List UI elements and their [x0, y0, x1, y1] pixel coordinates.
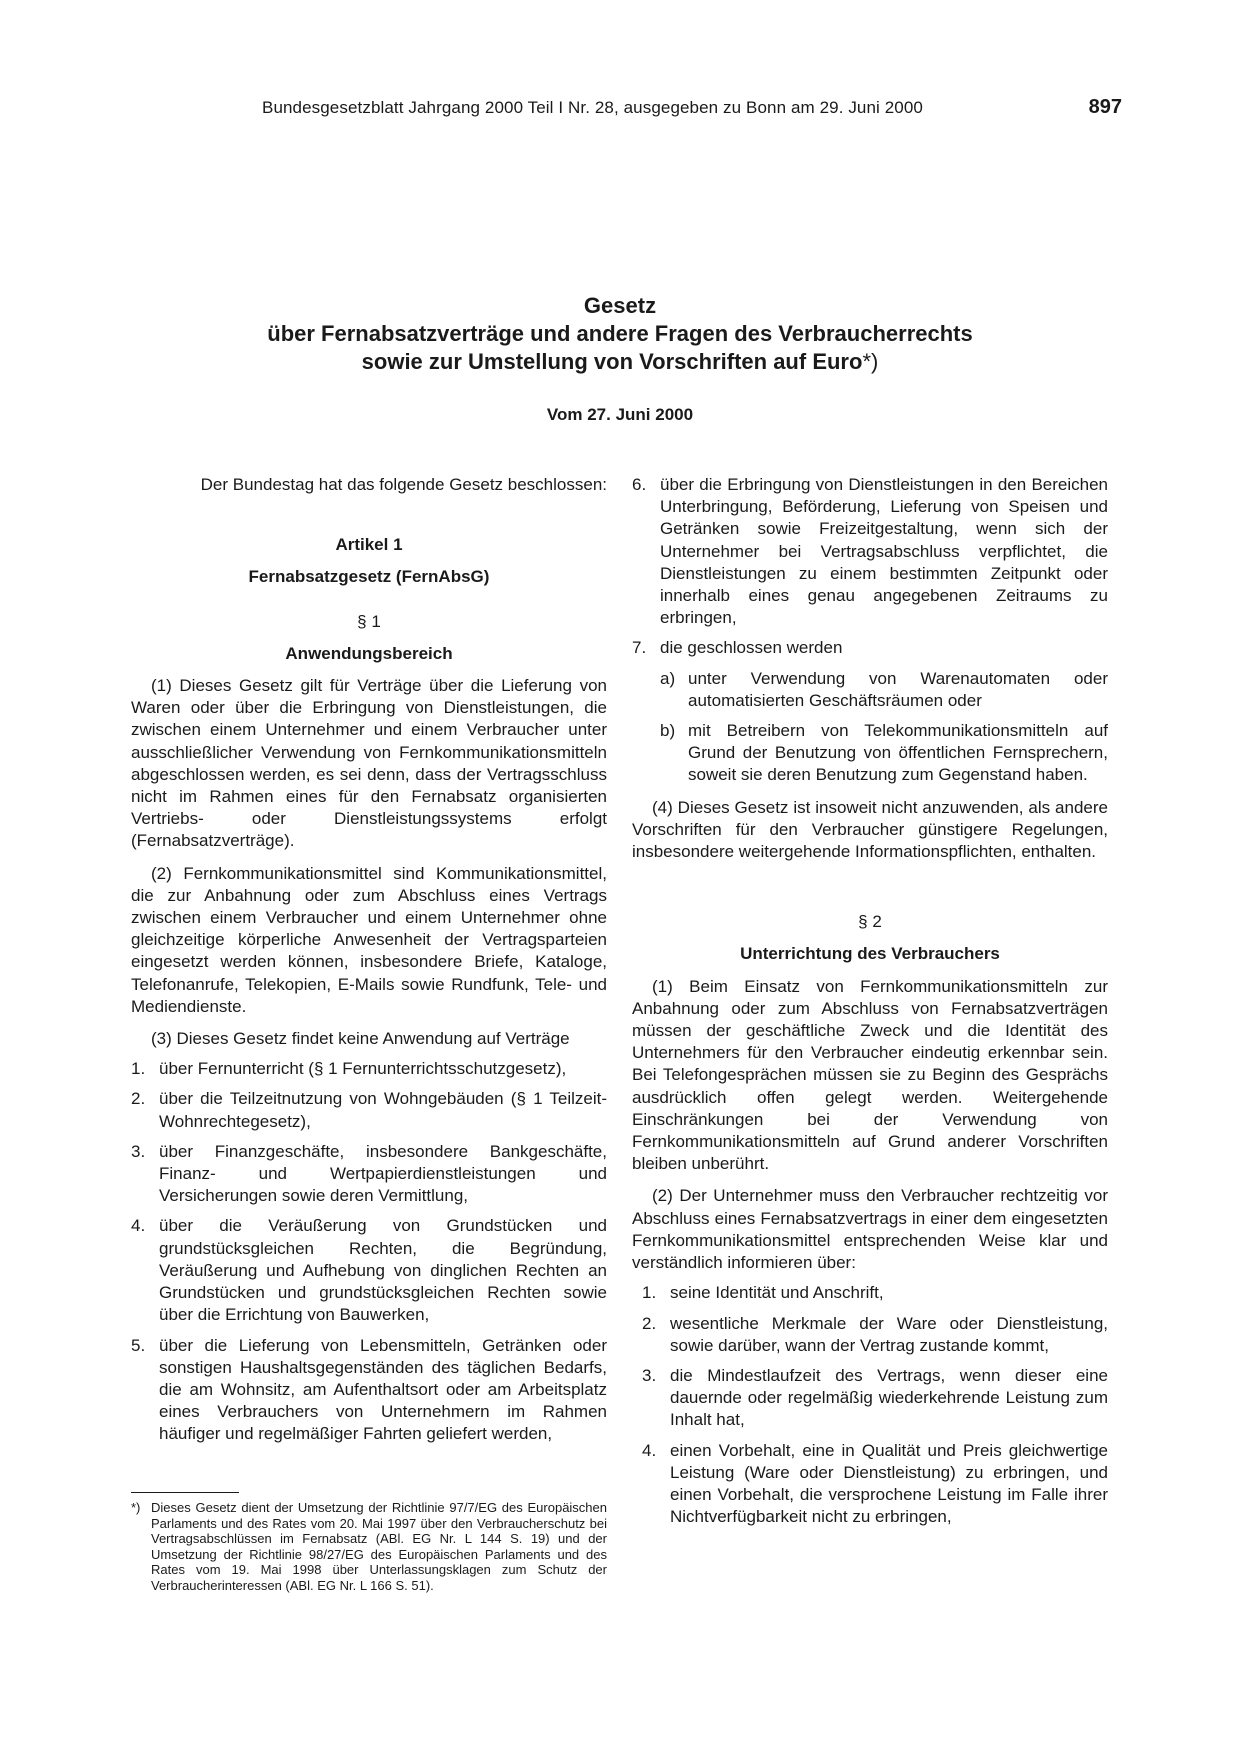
list-item-number: 4. [131, 1216, 146, 1236]
list-item [642, 1313, 1108, 1357]
title-line-1: Gesetz [583, 293, 657, 318]
section-1-paragraph-4: (4) Dieses Gesetz ist insoweit nicht anzuwenden, als andere Vorschriften für den Verbraucher günstigere Regelungen, insbesondere weitergehende Informationspflichten, enthalten. [632, 797, 1108, 862]
list-item-number: 1. [642, 1283, 657, 1303]
list-item-text: die Mindestlaufzeit des Vertrags, wenn dieser eine dauernde oder regelmäßig wiederkehrende Leistung zum Inhalt hat, [670, 1365, 1108, 1430]
section-2-paragraph-1: (1) Beim Einsatz von Fernkommunikationsmitteln zur Anbahnung oder zum Abschluss von Fernabsatzverträgen müssen der geschäftliche Zweck und die Identität des Unternehmers für den Verbraucher eindeutig erkennbar sein. Bei Telefongesprächen müssen sie zu Beginn des Gesprächs ausdrücklich offen gelegt werden. Weitergehende Einschränkungen bei der Verwendung von Fernkommunikationsmitteln auf Grund anderer Vorschriften bleiben unberührt. [632, 976, 1108, 1174]
list-item-text: über die Lieferung von Lebensmitteln, Getränken oder sonstigen Haushaltsgegenständen des täglichen Bedarfs, die am Wohnsitz, am Aufenthaltsort oder am Arbeitsplatz eines Verbrauchers von Unternehmern im Rahmen häufiger und regelmäßiger Fahrten geliefert werden, [159, 1335, 607, 1444]
list-item-text: über Finanzgeschäfte, insbesondere Bankgeschäfte, Finanz- und Wertpapierdienstleistungen und Versicherungen sowie deren Vermittlung, [159, 1141, 607, 1206]
running-title: Bundesgesetzblatt Jahrgang 2000 Teil I Nr. 28, ausgegeben zu Bonn am 29. Juni 2000 [262, 98, 923, 117]
title-footnote-mark: *) [862, 349, 879, 374]
list-item [131, 1058, 607, 1080]
footnote-text: Dieses Gesetz dient der Umsetzung der Richtlinie 97/7/EG des Europäischen Parlaments und des Rates vom 20. Mai 1997 über den Verbraucherschutz bei Vertragsabschlüssen im Fernabsatz (ABl. EG Nr. L 144 S. 19) und der Umsetzung der Richtlinie 98/27/EG des Europäischen Parlaments und des Rates vom 19. Mai 1998 über Unterlassungsklagen zum Schutz der Verbraucherinteressen (ABl. EG Nr. L 166 S. 51). [151, 1500, 607, 1593]
list-item-number: 7. [632, 638, 647, 658]
section-2-paragraph-2: (2) Der Unternehmer muss den Verbraucher rechtzeitig vor Abschluss eines Fernabsatzvertrags in einer dem eingesetzten Fernkommunikationsmittel entsprechenden Weise klar und verständlich informieren über: [632, 1186, 1108, 1273]
footnote-mark: *) [131, 1500, 141, 1515]
list-item-number: 3. [131, 1141, 146, 1161]
list-item [131, 1215, 607, 1326]
list-item [131, 1335, 607, 1446]
sub-list-item-letter: a) [660, 668, 676, 688]
section-2-number: § 2 [858, 912, 882, 932]
list-item [632, 474, 1108, 629]
section-1-paragraph-1: (1) Dieses Gesetz gilt für Verträge über die Lieferung von Waren oder über die Erbringung von Dienstleistungen, die zwischen einem Unternehmer und einem Verbraucher unter ausschließlicher Verwendung von Fernkommunikationsmitteln abgeschlossen werden, es sei denn, dass der Vertragsschluss nicht im Rahmen eines für den Fernabsatz organisierten Vertriebs- oder Dienstleistungssystems erfolgt (Fernabsatzverträge). [131, 676, 607, 851]
list-item-text: über Fernunterricht (§ 1 Fernunterrichtsschutzgesetz), [159, 1059, 567, 1079]
list-item-number: 4. [642, 1440, 657, 1460]
section-1-number: § 1 [357, 611, 381, 631]
law-date: Vom 27. Juni 2000 [546, 405, 694, 424]
page-number: 897 [1088, 96, 1122, 118]
section-2-title: Unterrichtung des Verbrauchers [740, 944, 1000, 964]
left-column [131, 474, 607, 1446]
page-header [262, 98, 1122, 124]
section-1-paragraph-3: (3) Dieses Gesetz findet keine Anwendung auf Verträge [151, 1029, 570, 1049]
list-item [642, 1440, 1108, 1529]
title-line-2: über Fernabsatzverträge und andere Fragen des Verbraucherrechts [267, 321, 973, 346]
title-line-3 [150, 348, 1090, 376]
sub-list-item [660, 668, 1108, 712]
right-column [632, 474, 1108, 1528]
list-item-text: wesentliche Merkmale der Ware oder Dienstleistung, sowie darüber, wann der Vertrag zustande kommt, [670, 1313, 1108, 1355]
section-1-paragraph-2: (2) Fernkommunikationsmittel sind Kommunikationsmittel, die zur Anbahnung oder zum Abschluss eines Vertrags zwischen einem Verbraucher und einem Unternehmer ohne gleichzeitige körperliche Anwesenheit der Vertragsparteien eingesetzt werden können, insbesondere Briefe, Kataloge, Telefonanrufe, Telekopien, E-Mails sowie Rundfunk, Tele- und Mediendienste. [131, 863, 607, 1016]
list-item [131, 1141, 607, 1208]
list-item-text: über die Veräußerung von Grundstücken und grundstücksgleichen Rechten, die Begründung, Veräußerung und Aufhebung von dinglichen Rechten an Grundstücken und grundstücksgleichen Rechten sowie über die Errichtung von Bauwerken, [159, 1216, 607, 1325]
sub-list-item-text: mit Betreibern von Telekommunikationsmitteln auf Grund der Benutzung von öffentlichen Fernsprechern, soweit sie deren Benutzung zum Gegenstand haben. [688, 721, 1108, 785]
list-item-text: seine Identität und Anschrift, [670, 1283, 884, 1303]
list-item-number: 3. [642, 1365, 657, 1385]
enactment-formula: Der Bundestag hat das folgende Gesetz beschlossen: [200, 475, 607, 494]
list-item-number: 2. [131, 1089, 146, 1109]
list-item-text: über die Erbringung von Dienstleistungen in den Bereichen Unterbringung, Beförderung, Lieferung von Speisen und Getränken sowie Freizeitgestaltung, wenn sich der Unternehmer bei Vertragsabschluss verpflichtet, die Dienstleistungen zu einem bestimmten Zeitpunkt oder innerhalb eines genau angegebenen Zeitraums zu erbringen, [660, 475, 1108, 628]
article-heading: Artikel 1 [335, 535, 403, 555]
list-item-number: 6. [632, 475, 647, 494]
list-item-number: 5. [131, 1335, 146, 1355]
article-title: Fernabsatzgesetz (FernAbsG) [248, 567, 490, 587]
list-item [131, 1088, 607, 1132]
list-item [632, 637, 1108, 659]
footnote-divider [131, 1492, 239, 1493]
list-item-number: 2. [642, 1313, 657, 1333]
list-item-text: die geschlossen werden [660, 638, 843, 658]
sub-list-item [660, 720, 1108, 787]
list-item [642, 1365, 1108, 1432]
sub-list-item-text: unter Verwendung von Warenautomaten oder automatisierten Geschäftsräumen oder [688, 668, 1108, 710]
list-item-text: einen Vorbehalt, eine in Qualität und Preis gleichwertige Leistung (Ware oder Dienstleistung) zu erbringen, und einen Vorbehalt, die versprochene Leistung im Falle ihrer Nichtverfügbarkeit nicht zu erbringen, [670, 1440, 1108, 1527]
title-line-3-text: sowie zur Umstellung von Vorschriften auf Euro [361, 349, 863, 374]
section-1-title: Anwendungsbereich [285, 643, 453, 663]
sub-list-item-letter: b) [660, 721, 676, 741]
law-title [150, 292, 1090, 376]
footnote [131, 1500, 607, 1594]
list-item [642, 1282, 1108, 1304]
list-item-number: 1. [131, 1059, 146, 1079]
list-item-text: über die Teilzeitnutzung von Wohngebäuden (§ 1 Teilzeit-Wohnrechtegesetz), [159, 1089, 607, 1131]
